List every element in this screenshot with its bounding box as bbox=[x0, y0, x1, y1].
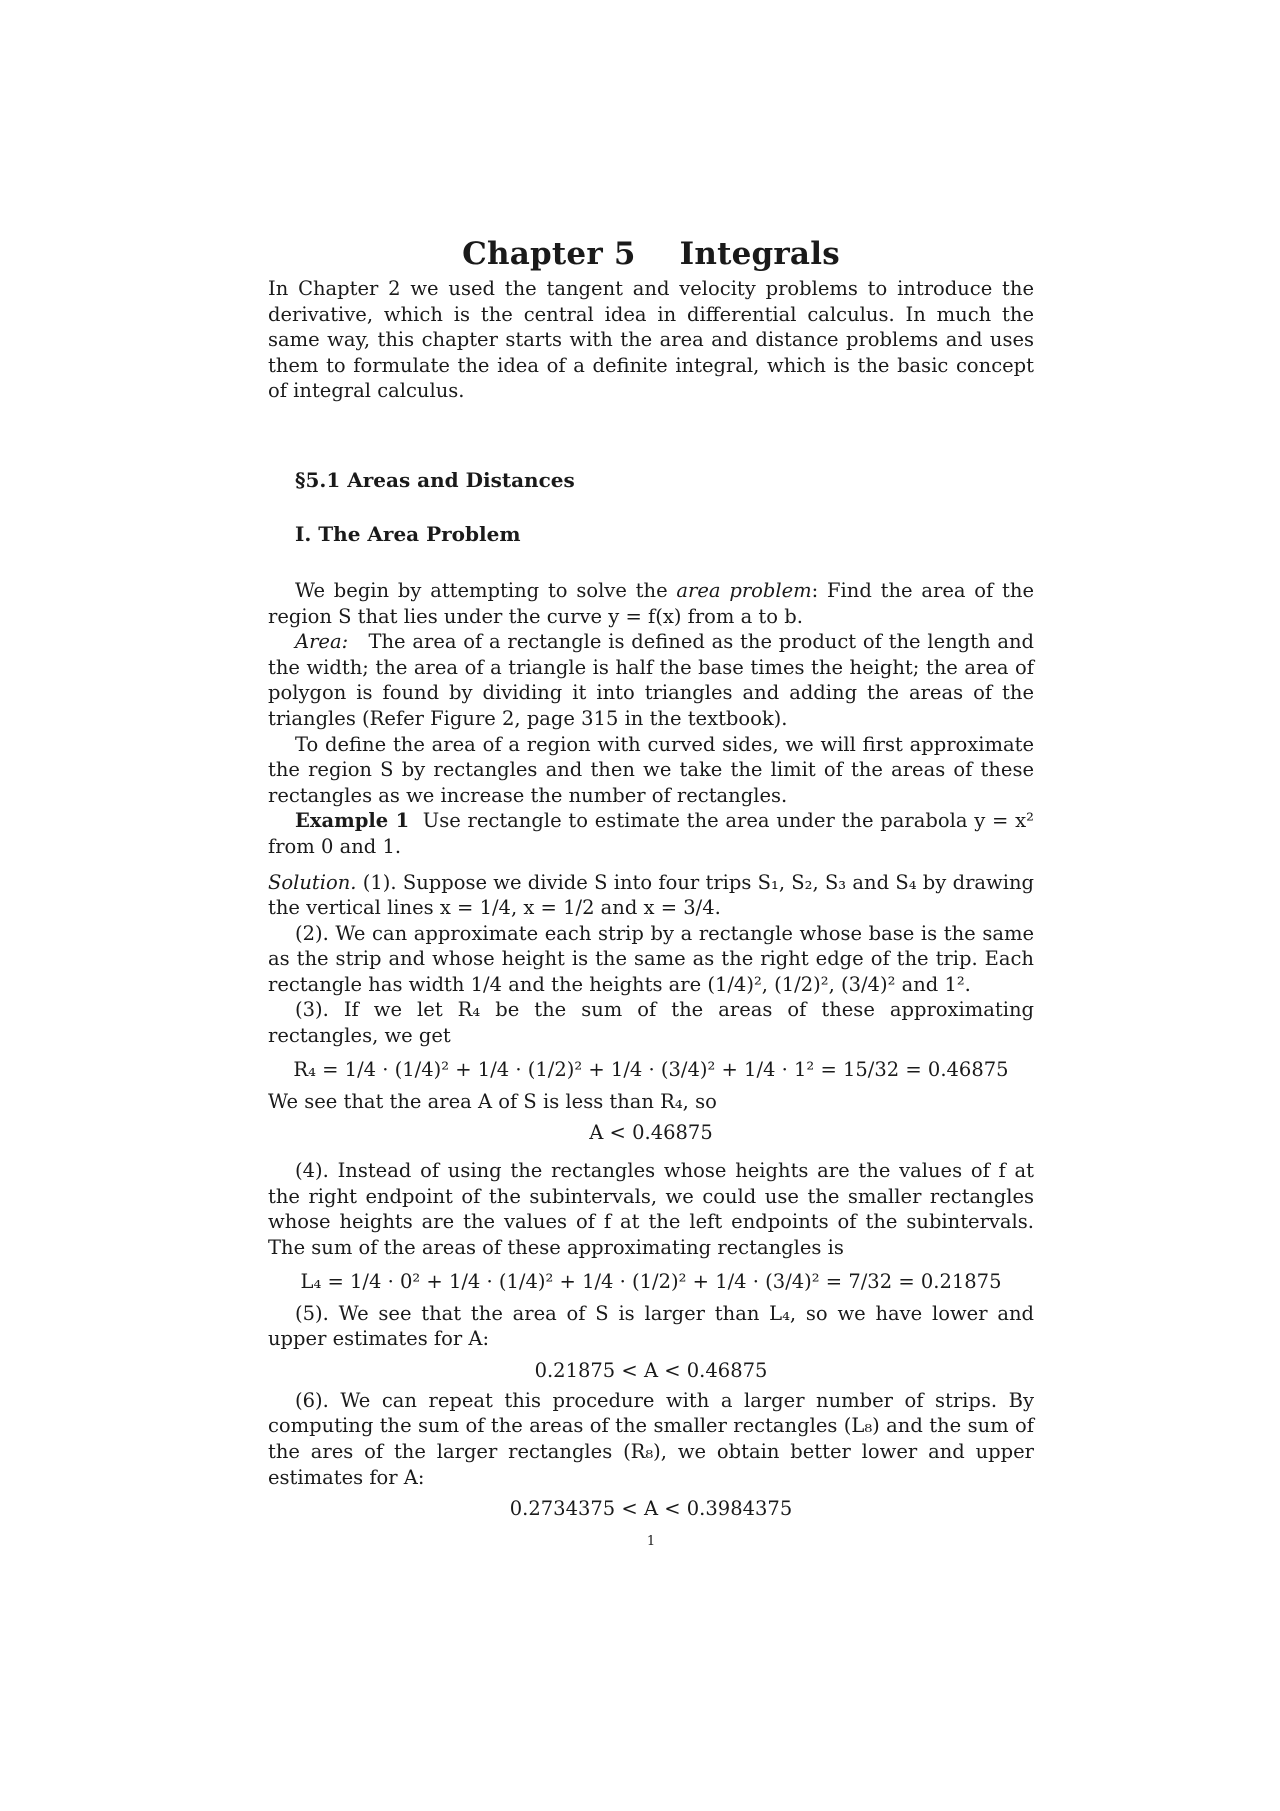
inequality-2: 0.21875 < A < 0.46875 bbox=[534, 1358, 768, 1382]
chapter-number: Chapter 5 bbox=[462, 236, 636, 272]
section-heading: §5.1 Areas and Distances bbox=[295, 467, 575, 492]
after-r4-text: We see that the area A of S is less than R₄, so bbox=[268, 1089, 717, 1113]
solution-step-2: (2). We can approximate each strip by a rectangle whose base is the same as the strip and whose height is the same as the right edge of the trip. Each rectangle has width 1/4 and the heights are (1/4)², (1/2)², (3/4)² and 1². bbox=[268, 921, 1034, 996]
solution-step-5: (5). We see that the area of S is larger than L₄, so we have lower and upper estimates for A: bbox=[268, 1301, 1034, 1351]
inequality-3: 0.2734375 < A < 0.3984375 bbox=[509, 1497, 793, 1521]
page-number: 1 bbox=[646, 1534, 656, 1550]
example-paragraph bbox=[268, 808, 1034, 859]
equation-r4: R₄ = 1/4 · (1/4)² + 1/4 · (1/2)² + 1/4 · (3/4)² + 1/4 · 1² = 15/32 = 0.46875 bbox=[293, 1057, 1009, 1081]
solution-step-4: (4). Instead of using the rectangles whose heights are the values of f at the right endpoint of the subintervals, we could use the smaller rectangles whose heights are the values of f at the left endpoints of the subintervals. The sum of the areas of these approximating rectangles is bbox=[268, 1159, 1034, 1260]
area-problem-term: area problem bbox=[676, 578, 812, 602]
solution-step-1 bbox=[268, 870, 1034, 921]
area-definition-label: Area: bbox=[295, 630, 349, 654]
solution-step-1-text: (1). Suppose we divide S into four trips S₁, S₂, S₃ and S₄ by drawing the vertical lines x = 1/4, x = 1/2 and x = 3/4. bbox=[268, 870, 1034, 920]
area-problem-lead: We begin by attempting to solve the bbox=[295, 578, 677, 602]
intro-paragraph: In Chapter 2 we used the tangent and velocity problems to introduce the derivative, which is the central idea in differential calculus. In much the same way, this chapter starts with the area and distance problems and uses them to formulate the idea of a definite integral, which is the basic concept of integral calculus. bbox=[268, 277, 1034, 403]
area-definition-text: The area of a rectangle is defined as the product of the length and the width; the area of a triangle is half the base times the height; the area of polygon is found by dividing it into triangles and adding the areas of the triangles (Refer Figure 2, page 315 in the textbook). bbox=[268, 630, 1034, 730]
subsection-heading: I. The Area Problem bbox=[295, 521, 521, 546]
equation-l4: L₄ = 1/4 · 0² + 1/4 · (1/4)² + 1/4 · (1/2)² + 1/4 · (3/4)² = 7/32 = 0.21875 bbox=[300, 1269, 1002, 1293]
solution-label: Solution. bbox=[268, 870, 357, 894]
chapter-heading bbox=[268, 236, 1034, 272]
area-problem-rest: : Find the area of the region S that lies under the curve y = f(x) from a to b. bbox=[268, 578, 1034, 628]
page bbox=[268, 236, 1034, 1549]
solution-step-3: (3). If we let R₄ be the sum of the areas of these approximating rectangles, we get bbox=[268, 998, 1034, 1048]
inequality-1: A < 0.46875 bbox=[589, 1121, 713, 1145]
area-definition-paragraph bbox=[268, 629, 1034, 731]
chapter-title: Integrals bbox=[679, 236, 840, 272]
example-label: Example 1 bbox=[295, 809, 410, 833]
example-text: Use rectangle to estimate the area under the parabola y = x² from 0 and 1. bbox=[268, 809, 1034, 858]
area-problem-paragraph bbox=[268, 578, 1034, 629]
solution-step-6: (6). We can repeat this procedure with a larger number of strips. By computing the sum of the areas of the smaller rectangles (L₈) and the sum of the ares of the larger rectangles (R₈), we obtain better lower and upper estimates for A: bbox=[268, 1388, 1034, 1489]
curved-sides-paragraph: To define the area of a region with curved sides, we will first approximate the region S by rectangles and then we take the limit of the areas of these rectangles as we increase the number of rectangles. bbox=[268, 732, 1034, 807]
